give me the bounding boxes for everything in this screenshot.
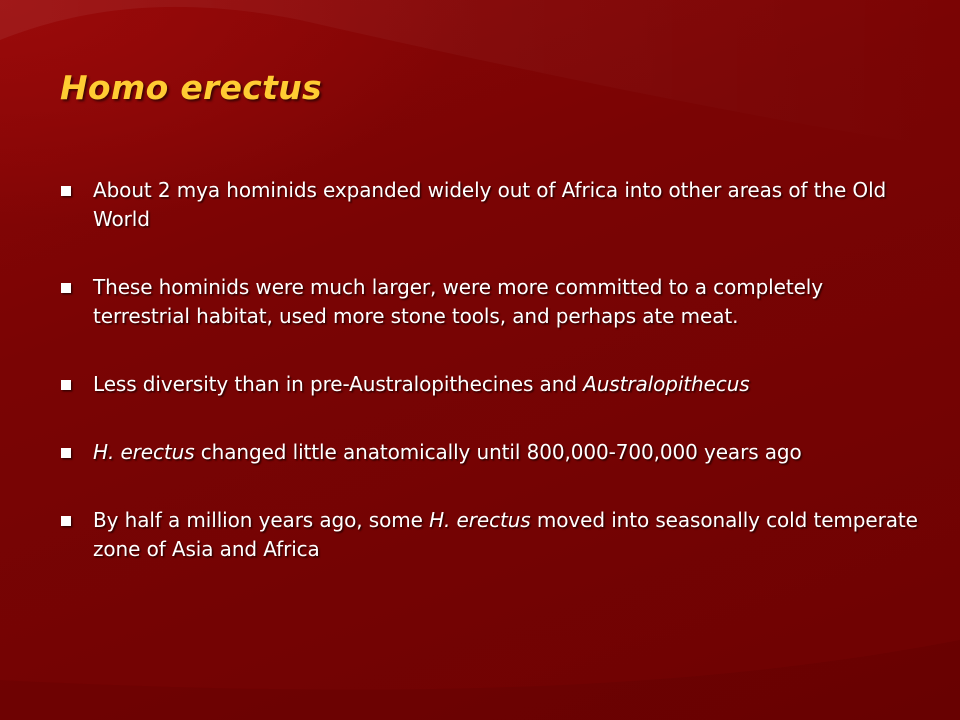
- bullet-text-italic: Australopithecus: [583, 372, 750, 396]
- bullet-text-post: moved into seasonally cold temperate zone of Asia and Africa: [93, 508, 918, 561]
- bullet-text: These hominids were much larger, were more committed to a completely terrestrial habitat, used more stone tools, and perhaps ate meat.: [93, 275, 823, 328]
- bullet-text: About 2 mya hominids expanded widely out of Africa into other areas of the Old World: [93, 178, 887, 231]
- square-bullet-icon: [61, 380, 71, 390]
- bullet-item-4: [58, 438, 918, 467]
- square-bullet-icon: [61, 283, 71, 293]
- square-bullet-icon: [61, 448, 71, 458]
- bullet-list: [58, 176, 918, 603]
- bullet-text-pre: Less diversity than in pre-Australopithecines and: [93, 372, 584, 396]
- bullet-text-italic: H. erectus: [93, 440, 195, 464]
- slide-title: Homo erectus: [60, 68, 322, 107]
- bullet-item-2: [58, 273, 918, 331]
- bullet-item-1: [58, 176, 918, 234]
- square-bullet-icon: [61, 516, 71, 526]
- bullet-text-pre: By half a million years ago, some: [93, 508, 430, 532]
- bullet-item-5: [58, 506, 918, 564]
- bullet-text-post: changed little anatomically until 800,000-700,000 years ago: [194, 440, 802, 464]
- bullet-item-3: [58, 370, 918, 399]
- square-bullet-icon: [61, 186, 71, 196]
- bullet-text-italic: H. erectus: [429, 508, 531, 532]
